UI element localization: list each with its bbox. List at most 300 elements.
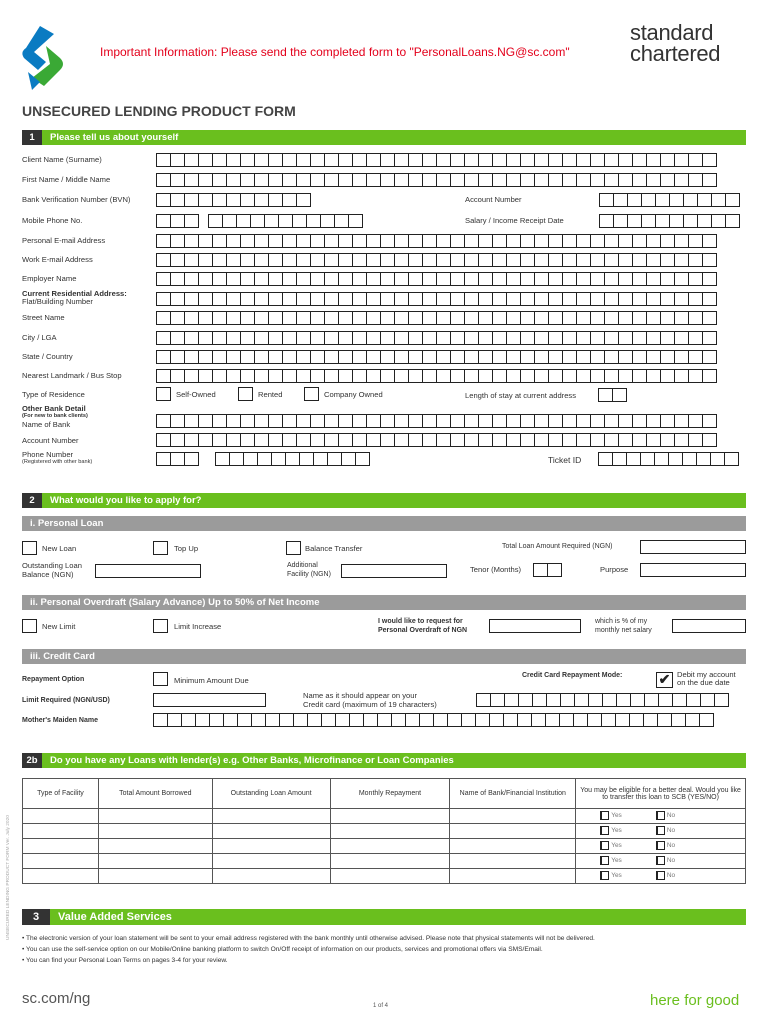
char-box[interactable] bbox=[170, 292, 185, 306]
other-phone-code-field[interactable] bbox=[156, 452, 198, 466]
char-box[interactable] bbox=[394, 253, 409, 267]
char-box[interactable] bbox=[520, 253, 535, 267]
char-box[interactable] bbox=[352, 173, 367, 187]
char-box[interactable] bbox=[167, 713, 182, 727]
char-box[interactable] bbox=[520, 234, 535, 248]
char-box[interactable] bbox=[562, 311, 577, 325]
char-box[interactable] bbox=[380, 433, 395, 447]
char-box[interactable] bbox=[450, 331, 465, 345]
char-box[interactable] bbox=[588, 693, 603, 707]
char-box[interactable] bbox=[699, 713, 714, 727]
char-box[interactable] bbox=[282, 272, 297, 286]
char-box[interactable] bbox=[562, 253, 577, 267]
char-box[interactable] bbox=[688, 272, 703, 286]
char-box[interactable] bbox=[599, 214, 614, 228]
char-box[interactable] bbox=[492, 272, 507, 286]
char-box[interactable] bbox=[338, 433, 353, 447]
char-box[interactable] bbox=[296, 153, 311, 167]
char-box[interactable] bbox=[615, 713, 630, 727]
total-loan-field[interactable] bbox=[640, 540, 746, 554]
char-box[interactable] bbox=[688, 331, 703, 345]
char-box[interactable] bbox=[532, 693, 547, 707]
char-box[interactable] bbox=[503, 713, 518, 727]
char-box[interactable] bbox=[506, 433, 521, 447]
char-box[interactable] bbox=[618, 253, 633, 267]
char-box[interactable] bbox=[576, 253, 591, 267]
char-box[interactable] bbox=[184, 414, 199, 428]
char-box[interactable] bbox=[408, 331, 423, 345]
char-box[interactable] bbox=[324, 369, 339, 383]
char-box[interactable] bbox=[672, 693, 687, 707]
char-box[interactable] bbox=[366, 350, 381, 364]
char-box[interactable] bbox=[660, 253, 675, 267]
char-box[interactable] bbox=[604, 292, 619, 306]
char-box[interactable] bbox=[632, 350, 647, 364]
char-box[interactable] bbox=[240, 331, 255, 345]
char-box[interactable] bbox=[450, 234, 465, 248]
char-box[interactable] bbox=[243, 452, 258, 466]
char-box[interactable] bbox=[632, 173, 647, 187]
char-box[interactable] bbox=[590, 433, 605, 447]
char-box[interactable] bbox=[702, 331, 717, 345]
ticket-id-field[interactable] bbox=[598, 452, 738, 466]
char-box[interactable] bbox=[688, 253, 703, 267]
char-box[interactable] bbox=[646, 369, 661, 383]
char-box[interactable] bbox=[478, 173, 493, 187]
char-box[interactable] bbox=[534, 173, 549, 187]
char-box[interactable] bbox=[492, 311, 507, 325]
char-box[interactable] bbox=[660, 433, 675, 447]
char-box[interactable] bbox=[240, 350, 255, 364]
char-box[interactable] bbox=[450, 253, 465, 267]
char-box[interactable] bbox=[310, 173, 325, 187]
char-box[interactable] bbox=[292, 214, 307, 228]
char-box[interactable] bbox=[464, 350, 479, 364]
char-box[interactable] bbox=[604, 369, 619, 383]
table-cell[interactable] bbox=[98, 854, 212, 869]
account-number-field[interactable] bbox=[599, 193, 739, 207]
char-box[interactable] bbox=[674, 369, 689, 383]
char-box[interactable] bbox=[724, 452, 739, 466]
char-box[interactable] bbox=[212, 350, 227, 364]
char-box[interactable] bbox=[240, 173, 255, 187]
char-box[interactable] bbox=[547, 563, 562, 577]
char-box[interactable] bbox=[212, 173, 227, 187]
char-box[interactable] bbox=[478, 350, 493, 364]
char-box[interactable] bbox=[422, 331, 437, 345]
char-box[interactable] bbox=[506, 331, 521, 345]
char-box[interactable] bbox=[688, 292, 703, 306]
char-box[interactable] bbox=[660, 369, 675, 383]
char-box[interactable] bbox=[394, 173, 409, 187]
char-box[interactable] bbox=[604, 311, 619, 325]
char-box[interactable] bbox=[450, 311, 465, 325]
char-box[interactable] bbox=[520, 331, 535, 345]
table-cell[interactable] bbox=[212, 854, 330, 869]
char-box[interactable] bbox=[408, 433, 423, 447]
char-box[interactable] bbox=[632, 234, 647, 248]
char-box[interactable] bbox=[156, 331, 171, 345]
char-box[interactable] bbox=[520, 311, 535, 325]
char-box[interactable] bbox=[226, 311, 241, 325]
char-box[interactable] bbox=[282, 292, 297, 306]
char-box[interactable] bbox=[408, 272, 423, 286]
char-box[interactable] bbox=[212, 331, 227, 345]
table-cell[interactable] bbox=[98, 839, 212, 854]
char-box[interactable] bbox=[643, 713, 658, 727]
yes-option[interactable] bbox=[600, 841, 622, 850]
no-checkbox[interactable] bbox=[656, 871, 665, 880]
char-box[interactable] bbox=[156, 350, 171, 364]
char-box[interactable] bbox=[612, 452, 627, 466]
char-box[interactable] bbox=[534, 414, 549, 428]
char-box[interactable] bbox=[184, 350, 199, 364]
char-box[interactable] bbox=[380, 234, 395, 248]
char-box[interactable] bbox=[702, 350, 717, 364]
char-box[interactable] bbox=[490, 693, 505, 707]
char-box[interactable] bbox=[660, 414, 675, 428]
char-box[interactable] bbox=[394, 292, 409, 306]
char-box[interactable] bbox=[492, 331, 507, 345]
table-cell[interactable] bbox=[212, 869, 330, 884]
char-box[interactable] bbox=[478, 292, 493, 306]
char-box[interactable] bbox=[630, 693, 645, 707]
char-box[interactable] bbox=[209, 713, 224, 727]
char-box[interactable] bbox=[334, 214, 349, 228]
char-box[interactable] bbox=[476, 693, 491, 707]
char-box[interactable] bbox=[296, 433, 311, 447]
char-box[interactable] bbox=[696, 452, 711, 466]
char-box[interactable] bbox=[436, 234, 451, 248]
char-box[interactable] bbox=[324, 311, 339, 325]
char-box[interactable] bbox=[310, 272, 325, 286]
char-box[interactable] bbox=[506, 292, 521, 306]
char-box[interactable] bbox=[408, 311, 423, 325]
char-box[interactable] bbox=[506, 272, 521, 286]
char-box[interactable] bbox=[408, 173, 423, 187]
char-box[interactable] bbox=[268, 433, 283, 447]
char-box[interactable] bbox=[268, 153, 283, 167]
char-box[interactable] bbox=[534, 234, 549, 248]
table-cell[interactable] bbox=[98, 824, 212, 839]
char-box[interactable] bbox=[366, 272, 381, 286]
char-box[interactable] bbox=[380, 369, 395, 383]
char-box[interactable] bbox=[198, 193, 213, 207]
char-box[interactable] bbox=[184, 311, 199, 325]
char-box[interactable] bbox=[686, 693, 701, 707]
char-box[interactable] bbox=[212, 311, 227, 325]
limit-increase-checkbox[interactable] bbox=[153, 619, 168, 633]
char-box[interactable] bbox=[198, 153, 213, 167]
char-box[interactable] bbox=[394, 414, 409, 428]
new-limit-checkbox[interactable] bbox=[22, 619, 37, 633]
char-box[interactable] bbox=[394, 369, 409, 383]
char-box[interactable] bbox=[504, 693, 519, 707]
char-box[interactable] bbox=[436, 350, 451, 364]
char-box[interactable] bbox=[464, 173, 479, 187]
char-box[interactable] bbox=[632, 414, 647, 428]
table-cell[interactable] bbox=[212, 839, 330, 854]
char-box[interactable] bbox=[534, 272, 549, 286]
char-box[interactable] bbox=[394, 153, 409, 167]
char-box[interactable] bbox=[240, 193, 255, 207]
char-box[interactable] bbox=[520, 414, 535, 428]
char-box[interactable] bbox=[310, 433, 325, 447]
char-box[interactable] bbox=[506, 369, 521, 383]
char-box[interactable] bbox=[352, 433, 367, 447]
char-box[interactable] bbox=[268, 369, 283, 383]
char-box[interactable] bbox=[688, 234, 703, 248]
char-box[interactable] bbox=[492, 234, 507, 248]
char-box[interactable] bbox=[170, 153, 185, 167]
bvn-field[interactable] bbox=[156, 193, 310, 207]
char-box[interactable] bbox=[254, 234, 269, 248]
table-cell[interactable] bbox=[23, 824, 99, 839]
char-box[interactable] bbox=[338, 292, 353, 306]
char-box[interactable] bbox=[646, 234, 661, 248]
char-box[interactable] bbox=[226, 193, 241, 207]
char-box[interactable] bbox=[612, 388, 627, 402]
table-cell[interactable] bbox=[576, 854, 746, 869]
char-box[interactable] bbox=[355, 452, 370, 466]
char-box[interactable] bbox=[254, 272, 269, 286]
char-box[interactable] bbox=[352, 153, 367, 167]
mobile-code-field[interactable] bbox=[156, 214, 198, 228]
char-box[interactable] bbox=[422, 253, 437, 267]
char-box[interactable] bbox=[657, 713, 672, 727]
char-box[interactable] bbox=[506, 234, 521, 248]
char-box[interactable] bbox=[282, 253, 297, 267]
char-box[interactable] bbox=[492, 414, 507, 428]
char-box[interactable] bbox=[296, 253, 311, 267]
char-box[interactable] bbox=[478, 369, 493, 383]
char-box[interactable] bbox=[464, 292, 479, 306]
char-box[interactable] bbox=[548, 369, 563, 383]
char-box[interactable] bbox=[226, 350, 241, 364]
char-box[interactable] bbox=[632, 272, 647, 286]
char-box[interactable] bbox=[618, 350, 633, 364]
char-box[interactable] bbox=[156, 193, 171, 207]
char-box[interactable] bbox=[268, 253, 283, 267]
char-box[interactable] bbox=[338, 350, 353, 364]
char-box[interactable] bbox=[282, 234, 297, 248]
char-box[interactable] bbox=[683, 214, 698, 228]
char-box[interactable] bbox=[436, 331, 451, 345]
char-box[interactable] bbox=[198, 272, 213, 286]
char-box[interactable] bbox=[604, 234, 619, 248]
char-box[interactable] bbox=[562, 350, 577, 364]
char-box[interactable] bbox=[184, 253, 199, 267]
char-box[interactable] bbox=[170, 193, 185, 207]
char-box[interactable] bbox=[546, 693, 561, 707]
char-box[interactable] bbox=[646, 153, 661, 167]
char-box[interactable] bbox=[590, 292, 605, 306]
char-box[interactable] bbox=[222, 214, 237, 228]
char-box[interactable] bbox=[254, 253, 269, 267]
char-box[interactable] bbox=[184, 214, 199, 228]
char-box[interactable] bbox=[492, 350, 507, 364]
char-box[interactable] bbox=[296, 193, 311, 207]
char-box[interactable] bbox=[618, 414, 633, 428]
char-box[interactable] bbox=[268, 311, 283, 325]
char-box[interactable] bbox=[422, 311, 437, 325]
char-box[interactable] bbox=[352, 272, 367, 286]
table-cell[interactable] bbox=[98, 869, 212, 884]
char-box[interactable] bbox=[366, 433, 381, 447]
char-box[interactable] bbox=[674, 433, 689, 447]
char-box[interactable] bbox=[380, 414, 395, 428]
maiden-name-field[interactable] bbox=[153, 713, 713, 727]
table-cell[interactable] bbox=[450, 839, 576, 854]
char-box[interactable] bbox=[590, 234, 605, 248]
char-box[interactable] bbox=[655, 193, 670, 207]
char-box[interactable] bbox=[366, 292, 381, 306]
char-box[interactable] bbox=[264, 214, 279, 228]
char-box[interactable] bbox=[408, 414, 423, 428]
char-box[interactable] bbox=[254, 331, 269, 345]
char-box[interactable] bbox=[366, 234, 381, 248]
char-box[interactable] bbox=[506, 253, 521, 267]
char-box[interactable] bbox=[195, 713, 210, 727]
char-box[interactable] bbox=[268, 350, 283, 364]
char-box[interactable] bbox=[198, 369, 213, 383]
char-box[interactable] bbox=[310, 331, 325, 345]
yes-option[interactable] bbox=[600, 826, 622, 835]
char-box[interactable] bbox=[208, 214, 223, 228]
char-box[interactable] bbox=[604, 272, 619, 286]
char-box[interactable] bbox=[492, 253, 507, 267]
char-box[interactable] bbox=[170, 311, 185, 325]
char-box[interactable] bbox=[268, 292, 283, 306]
char-box[interactable] bbox=[324, 253, 339, 267]
char-box[interactable] bbox=[492, 433, 507, 447]
char-box[interactable] bbox=[352, 414, 367, 428]
char-box[interactable] bbox=[338, 153, 353, 167]
char-box[interactable] bbox=[489, 713, 504, 727]
table-cell[interactable] bbox=[330, 824, 450, 839]
char-box[interactable] bbox=[324, 234, 339, 248]
no-checkbox[interactable] bbox=[656, 841, 665, 850]
char-box[interactable] bbox=[268, 193, 283, 207]
table-cell[interactable] bbox=[576, 824, 746, 839]
other-phone-number-field[interactable] bbox=[215, 452, 369, 466]
table-cell[interactable] bbox=[450, 854, 576, 869]
char-box[interactable] bbox=[632, 311, 647, 325]
char-box[interactable] bbox=[156, 153, 171, 167]
char-box[interactable] bbox=[170, 234, 185, 248]
char-box[interactable] bbox=[464, 234, 479, 248]
char-box[interactable] bbox=[170, 173, 185, 187]
yes-checkbox[interactable] bbox=[600, 841, 609, 850]
char-box[interactable] bbox=[478, 153, 493, 167]
char-box[interactable] bbox=[212, 153, 227, 167]
char-box[interactable] bbox=[156, 452, 171, 466]
table-cell[interactable] bbox=[23, 839, 99, 854]
char-box[interactable] bbox=[604, 173, 619, 187]
company-owned-checkbox[interactable] bbox=[304, 387, 319, 401]
char-box[interactable] bbox=[310, 414, 325, 428]
char-box[interactable] bbox=[711, 214, 726, 228]
char-box[interactable] bbox=[618, 369, 633, 383]
char-box[interactable] bbox=[338, 414, 353, 428]
table-cell[interactable] bbox=[212, 809, 330, 824]
char-box[interactable] bbox=[170, 253, 185, 267]
char-box[interactable] bbox=[170, 272, 185, 286]
char-box[interactable] bbox=[380, 311, 395, 325]
char-box[interactable] bbox=[598, 388, 613, 402]
char-box[interactable] bbox=[156, 311, 171, 325]
char-box[interactable] bbox=[240, 253, 255, 267]
yes-checkbox[interactable] bbox=[600, 826, 609, 835]
char-box[interactable] bbox=[212, 234, 227, 248]
char-box[interactable] bbox=[548, 292, 563, 306]
char-box[interactable] bbox=[282, 350, 297, 364]
char-box[interactable] bbox=[478, 253, 493, 267]
char-box[interactable] bbox=[534, 369, 549, 383]
char-box[interactable] bbox=[422, 153, 437, 167]
char-box[interactable] bbox=[254, 153, 269, 167]
char-box[interactable] bbox=[574, 693, 589, 707]
char-box[interactable] bbox=[520, 173, 535, 187]
table-cell[interactable] bbox=[576, 869, 746, 884]
char-box[interactable] bbox=[422, 292, 437, 306]
char-box[interactable] bbox=[644, 693, 659, 707]
char-box[interactable] bbox=[236, 214, 251, 228]
char-box[interactable] bbox=[533, 563, 548, 577]
char-box[interactable] bbox=[419, 713, 434, 727]
char-box[interactable] bbox=[688, 414, 703, 428]
char-box[interactable] bbox=[506, 350, 521, 364]
char-box[interactable] bbox=[520, 433, 535, 447]
yes-option[interactable] bbox=[600, 871, 622, 880]
char-box[interactable] bbox=[433, 713, 448, 727]
char-box[interactable] bbox=[212, 193, 227, 207]
char-box[interactable] bbox=[321, 713, 336, 727]
char-box[interactable] bbox=[226, 369, 241, 383]
char-box[interactable] bbox=[394, 234, 409, 248]
char-box[interactable] bbox=[464, 433, 479, 447]
char-box[interactable] bbox=[296, 350, 311, 364]
char-box[interactable] bbox=[184, 433, 199, 447]
char-box[interactable] bbox=[282, 414, 297, 428]
char-box[interactable] bbox=[506, 414, 521, 428]
char-box[interactable] bbox=[576, 173, 591, 187]
char-box[interactable] bbox=[520, 350, 535, 364]
char-box[interactable] bbox=[198, 234, 213, 248]
char-box[interactable] bbox=[478, 433, 493, 447]
char-box[interactable] bbox=[674, 414, 689, 428]
char-box[interactable] bbox=[674, 234, 689, 248]
mobile-number-field[interactable] bbox=[208, 214, 362, 228]
char-box[interactable] bbox=[492, 173, 507, 187]
char-box[interactable] bbox=[296, 292, 311, 306]
char-box[interactable] bbox=[616, 693, 631, 707]
char-box[interactable] bbox=[408, 234, 423, 248]
char-box[interactable] bbox=[671, 713, 686, 727]
char-box[interactable] bbox=[646, 253, 661, 267]
char-box[interactable] bbox=[226, 253, 241, 267]
char-box[interactable] bbox=[436, 311, 451, 325]
char-box[interactable] bbox=[590, 369, 605, 383]
char-box[interactable] bbox=[352, 234, 367, 248]
char-box[interactable] bbox=[618, 331, 633, 345]
char-box[interactable] bbox=[450, 173, 465, 187]
char-box[interactable] bbox=[450, 350, 465, 364]
char-box[interactable] bbox=[408, 369, 423, 383]
char-box[interactable] bbox=[212, 369, 227, 383]
char-box[interactable] bbox=[198, 350, 213, 364]
char-box[interactable] bbox=[408, 350, 423, 364]
